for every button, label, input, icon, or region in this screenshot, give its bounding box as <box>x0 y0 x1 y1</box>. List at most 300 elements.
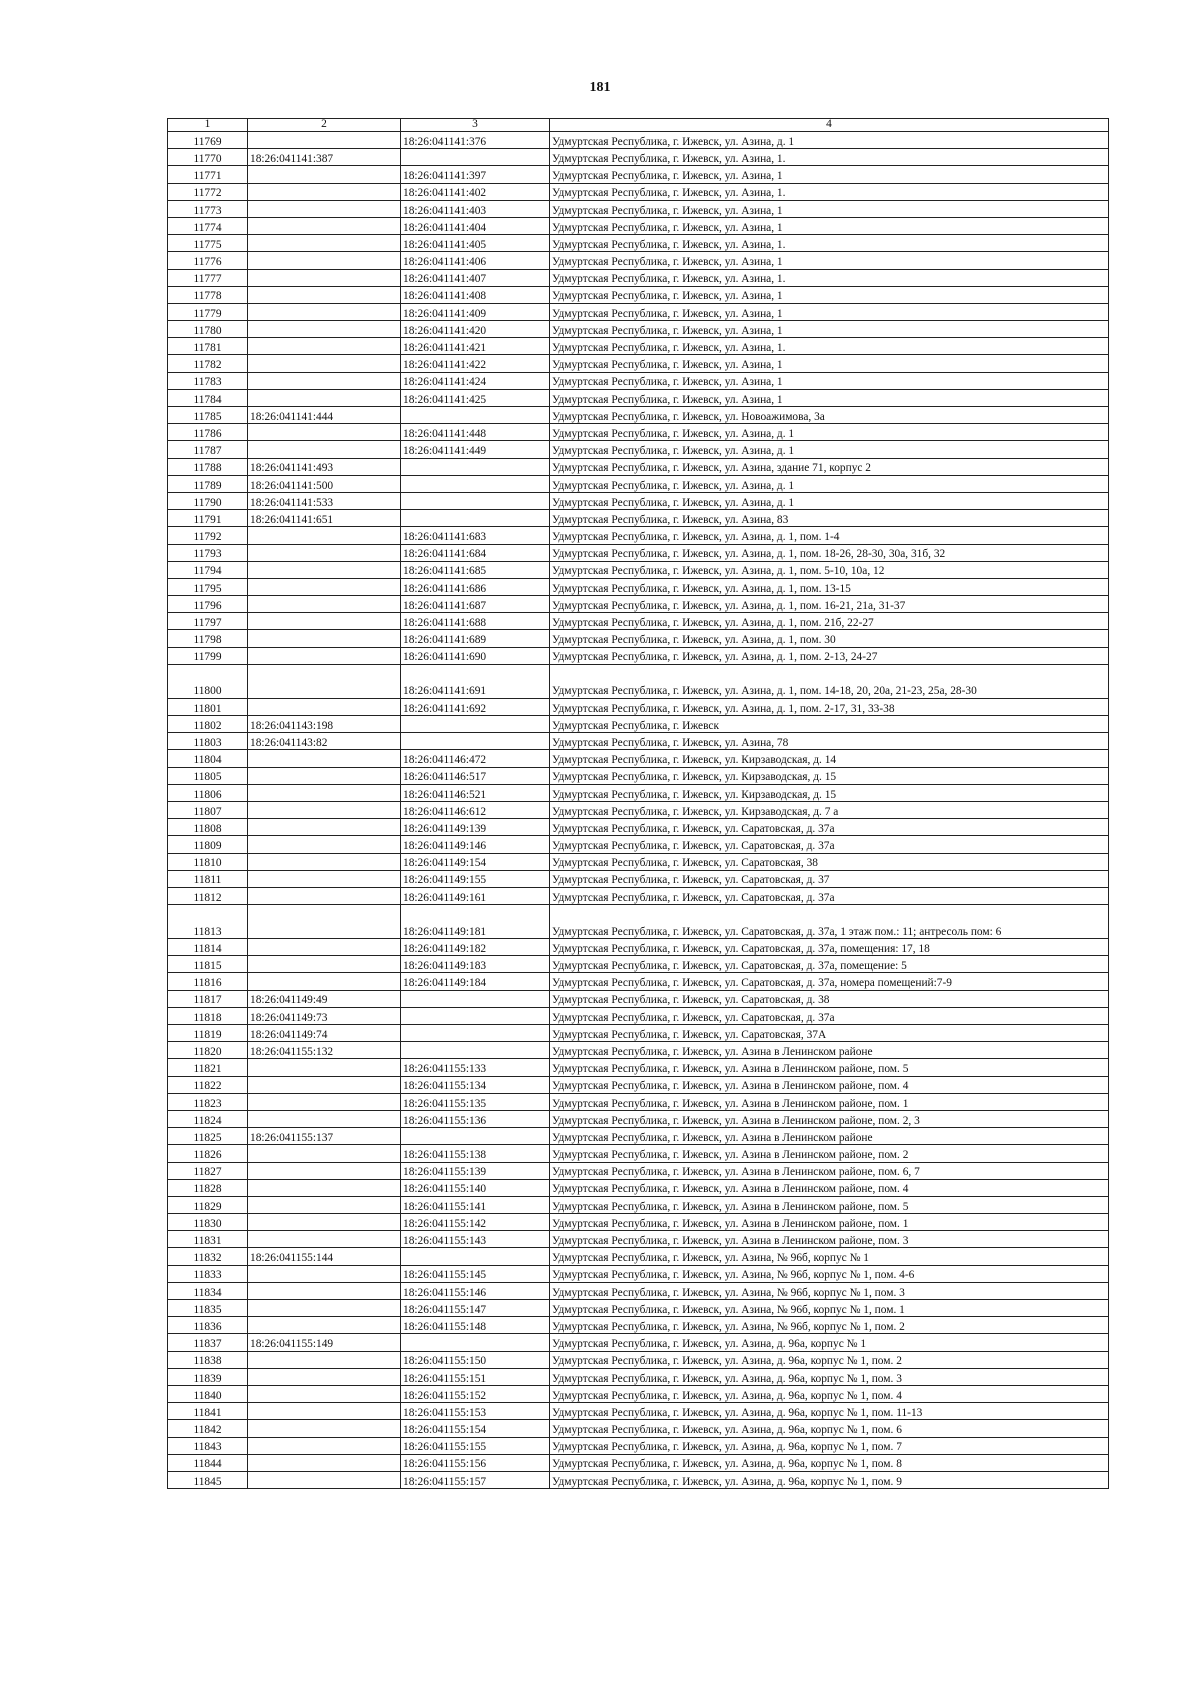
cell-building-number: 18:26:041155:142 <box>401 1214 550 1231</box>
cell-number: 11792 <box>168 527 248 544</box>
table-row <box>168 750 1109 767</box>
table-row <box>168 1317 1109 1334</box>
cell-address: Удмуртская Республика, г. Ижевск, ул. Кирзаводская, д. 15 <box>550 784 1109 801</box>
table-row <box>168 475 1109 492</box>
cell-parcel-number <box>248 544 401 561</box>
table-row <box>168 286 1109 303</box>
cell-building-number: 18:26:041155:133 <box>401 1059 550 1076</box>
cell-address: Удмуртская Республика, г. Ижевск, ул. Азина, д. 1, пом. 13-15 <box>550 578 1109 595</box>
cell-address: Удмуртская Республика, г. Ижевск, ул. Азина, 1. <box>550 235 1109 252</box>
cell-parcel-number <box>248 1214 401 1231</box>
cell-address: Удмуртская Республика, г. Ижевск, ул. Азина в Ленинском районе, пом. 5 <box>550 1059 1109 1076</box>
table-row <box>168 887 1109 904</box>
cell-number: 11830 <box>168 1214 248 1231</box>
cell-building-number: 18:26:041149:155 <box>401 870 550 887</box>
cell-address: Удмуртская Республика, г. Ижевск, ул. Азина, д. 1, пом. 16-21, 21а, 31-37 <box>550 596 1109 613</box>
cell-number: 11780 <box>168 321 248 338</box>
cell-building-number: 18:26:041141:692 <box>401 698 550 715</box>
cell-number: 11782 <box>168 355 248 372</box>
cell-address: Удмуртская Республика, г. Ижевск, ул. Азина в Ленинском районе, пом. 4 <box>550 1179 1109 1196</box>
cell-parcel-number <box>248 784 401 801</box>
cell-number: 11785 <box>168 407 248 424</box>
cell-building-number: 18:26:041141:424 <box>401 372 550 389</box>
cell-address: Удмуртская Республика, г. Ижевск, ул. Азина, д. 1, пом. 2-17, 31, 33-38 <box>550 698 1109 715</box>
cell-parcel-number <box>248 664 401 698</box>
table-row <box>168 321 1109 338</box>
cell-parcel-number <box>248 166 401 183</box>
cell-address: Удмуртская Республика, г. Ижевск, ул. Азина, 78 <box>550 733 1109 750</box>
cell-number: 11777 <box>168 269 248 286</box>
table-row <box>168 355 1109 372</box>
cell-address: Удмуртская Республика, г. Ижевск, ул. Саратовская, д. 37а, номера помещений:7-9 <box>550 973 1109 990</box>
table-row <box>168 1231 1109 1248</box>
cell-number: 11783 <box>168 372 248 389</box>
cell-building-number: 18:26:041149:182 <box>401 939 550 956</box>
table-row <box>168 1145 1109 1162</box>
cell-building-number: 18:26:041141:686 <box>401 578 550 595</box>
cell-parcel-number <box>248 372 401 389</box>
cell-parcel-number <box>248 132 401 149</box>
cell-building-number: 18:26:041141:406 <box>401 252 550 269</box>
cell-number: 11837 <box>168 1334 248 1351</box>
cell-parcel-number <box>248 217 401 234</box>
cell-building-number: 18:26:041141:420 <box>401 321 550 338</box>
cell-number: 11770 <box>168 149 248 166</box>
cell-number: 11809 <box>168 836 248 853</box>
cell-address: Удмуртская Республика, г. Ижевск, ул. Азина в Ленинском районе, пом. 2, 3 <box>550 1110 1109 1127</box>
cell-address: Удмуртская Республика, г. Ижевск, ул. Азина, д. 96а, корпус № 1 <box>550 1334 1109 1351</box>
cell-number: 11772 <box>168 183 248 200</box>
table-row <box>168 407 1109 424</box>
cell-building-number <box>401 733 550 750</box>
cell-address: Удмуртская Республика, г. Ижевск, ул. Кирзаводская, д. 7 а <box>550 801 1109 818</box>
cell-parcel-number: 18:26:041143:198 <box>248 716 401 733</box>
cell-parcel-number <box>248 1076 401 1093</box>
table-body <box>168 132 1109 1489</box>
cell-address: Удмуртская Республика, г. Ижевск, ул. Азина, д. 1, пом. 5-10, 10а, 12 <box>550 561 1109 578</box>
cell-parcel-number <box>248 1385 401 1402</box>
cell-building-number: 18:26:041155:143 <box>401 1231 550 1248</box>
table-row <box>168 1042 1109 1059</box>
cell-address: Удмуртская Республика, г. Ижевск, ул. Саратовская, д. 38 <box>550 990 1109 1007</box>
cell-building-number <box>401 1025 550 1042</box>
table-row <box>168 424 1109 441</box>
cell-address: Удмуртская Республика, г. Ижевск, ул. Азина, 1 <box>550 389 1109 406</box>
table-row <box>168 527 1109 544</box>
table-row <box>168 613 1109 630</box>
cell-number: 11805 <box>168 767 248 784</box>
cell-building-number <box>401 1248 550 1265</box>
cell-address: Удмуртская Республика, г. Ижевск, ул. Азина, № 96б, корпус № 1 <box>550 1248 1109 1265</box>
cell-address: Удмуртская Республика, г. Ижевск, ул. Азина в Ленинском районе <box>550 1042 1109 1059</box>
cell-building-number: 18:26:041155:154 <box>401 1420 550 1437</box>
cell-parcel-number <box>248 441 401 458</box>
cell-parcel-number <box>248 767 401 784</box>
table-row <box>168 1214 1109 1231</box>
cell-address: Удмуртская Республика, г. Ижевск, ул. Азина, 1. <box>550 149 1109 166</box>
cell-address: Удмуртская Республика, г. Ижевск, ул. Азина, № 96б, корпус № 1, пом. 3 <box>550 1282 1109 1299</box>
cell-parcel-number <box>248 183 401 200</box>
cell-address: Удмуртская Республика, г. Ижевск, ул. Саратовская, д. 37а, помещения: 17, 18 <box>550 939 1109 956</box>
cell-number: 11824 <box>168 1110 248 1127</box>
cell-parcel-number <box>248 424 401 441</box>
cell-building-number: 18:26:041141:376 <box>401 132 550 149</box>
cell-parcel-number <box>248 1317 401 1334</box>
cell-parcel-number <box>248 321 401 338</box>
cell-address: Удмуртская Республика, г. Ижевск, ул. Азина, 1 <box>550 286 1109 303</box>
cell-parcel-number <box>248 1403 401 1420</box>
cell-parcel-number <box>248 1110 401 1127</box>
column-header-4: 4 <box>550 119 1109 132</box>
cell-building-number: 18:26:041141:402 <box>401 183 550 200</box>
cell-number: 11787 <box>168 441 248 458</box>
cell-address: Удмуртская Республика, г. Ижевск, ул. Азина, № 96б, корпус № 1, пом. 1 <box>550 1300 1109 1317</box>
cell-address: Удмуртская Республика, г. Ижевск, ул. Азина, д. 96а, корпус № 1, пом. 11-13 <box>550 1403 1109 1420</box>
cell-number: 11804 <box>168 750 248 767</box>
table-row <box>168 561 1109 578</box>
table-row <box>168 1110 1109 1127</box>
cell-address: Удмуртская Республика, г. Ижевск, ул. Азина, д. 1, пом. 21б, 22-27 <box>550 613 1109 630</box>
cell-number: 11799 <box>168 647 248 664</box>
cell-number: 11800 <box>168 664 248 698</box>
cell-address: Удмуртская Республика, г. Ижевск, ул. Азина, 1 <box>550 217 1109 234</box>
cell-address: Удмуртская Республика, г. Ижевск, ул. Азина, 1 <box>550 355 1109 372</box>
cell-building-number: 18:26:041141:408 <box>401 286 550 303</box>
cell-number: 11825 <box>168 1128 248 1145</box>
cell-number: 11779 <box>168 303 248 320</box>
cell-building-number: 18:26:041155:156 <box>401 1454 550 1471</box>
cell-number: 11801 <box>168 698 248 715</box>
cell-number: 11774 <box>168 217 248 234</box>
cell-building-number: 18:26:041155:151 <box>401 1368 550 1385</box>
table-row <box>168 458 1109 475</box>
table-row <box>168 235 1109 252</box>
cell-parcel-number: 18:26:041141:493 <box>248 458 401 475</box>
cell-parcel-number <box>248 939 401 956</box>
cell-parcel-number: 18:26:041149:74 <box>248 1025 401 1042</box>
table-row <box>168 716 1109 733</box>
table-row <box>168 1368 1109 1385</box>
cell-number: 11823 <box>168 1093 248 1110</box>
cell-address: Удмуртская Республика, г. Ижевск, ул. Азина, № 96б, корпус № 1, пом. 4-6 <box>550 1265 1109 1282</box>
cell-building-number <box>401 492 550 509</box>
table-row <box>168 1420 1109 1437</box>
cell-building-number: 18:26:041155:152 <box>401 1385 550 1402</box>
cell-number: 11793 <box>168 544 248 561</box>
cell-building-number: 18:26:041155:139 <box>401 1162 550 1179</box>
cell-building-number: 18:26:041155:140 <box>401 1179 550 1196</box>
table-row <box>168 492 1109 509</box>
cell-number: 11781 <box>168 338 248 355</box>
cell-building-number: 18:26:041141:405 <box>401 235 550 252</box>
cell-address: Удмуртская Республика, г. Ижевск, ул. Азина, д. 1, пом. 18-26, 28-30, 30а, 31б, 32 <box>550 544 1109 561</box>
cell-building-number: 18:26:041155:157 <box>401 1471 550 1488</box>
cell-number: 11834 <box>168 1282 248 1299</box>
cell-building-number: 18:26:041141:397 <box>401 166 550 183</box>
cell-address: Удмуртская Республика, г. Ижевск, ул. Кирзаводская, д. 15 <box>550 767 1109 784</box>
cell-parcel-number <box>248 1282 401 1299</box>
cell-address: Удмуртская Республика, г. Ижевск, ул. Саратовская, д. 37а <box>550 1007 1109 1024</box>
cell-address: Удмуртская Республика, г. Ижевск, ул. Азина, д. 96а, корпус № 1, пом. 3 <box>550 1368 1109 1385</box>
cell-address: Удмуртская Республика, г. Ижевск, ул. Азина, д. 96а, корпус № 1, пом. 2 <box>550 1351 1109 1368</box>
table-row <box>168 166 1109 183</box>
cell-parcel-number: 18:26:041155:144 <box>248 1248 401 1265</box>
cell-address: Удмуртская Республика, г. Ижевск, ул. Азина, 1 <box>550 252 1109 269</box>
cell-parcel-number <box>248 887 401 904</box>
cell-address: Удмуртская Республика, г. Ижевск, ул. Азина в Ленинском районе <box>550 1128 1109 1145</box>
table-row <box>168 647 1109 664</box>
cell-building-number: 18:26:041141:404 <box>401 217 550 234</box>
cell-address: Удмуртская Республика, г. Ижевск, ул. Азина, д. 1 <box>550 441 1109 458</box>
cell-parcel-number <box>248 1231 401 1248</box>
cell-number: 11842 <box>168 1420 248 1437</box>
cell-address: Удмуртская Республика, г. Ижевск, ул. Азина, 1. <box>550 338 1109 355</box>
cell-address: Удмуртская Республика, г. Ижевск, ул. Азина в Ленинском районе, пом. 1 <box>550 1093 1109 1110</box>
cell-address: Удмуртская Республика, г. Ижевск, ул. Азина в Ленинском районе, пом. 6, 7 <box>550 1162 1109 1179</box>
cell-parcel-number: 18:26:041141:533 <box>248 492 401 509</box>
cell-parcel-number <box>248 1265 401 1282</box>
cell-number: 11808 <box>168 819 248 836</box>
cell-parcel-number: 18:26:041141:387 <box>248 149 401 166</box>
cell-building-number <box>401 716 550 733</box>
cell-number: 11827 <box>168 1162 248 1179</box>
cell-parcel-number <box>248 698 401 715</box>
cell-building-number: 18:26:041141:409 <box>401 303 550 320</box>
cell-address: Удмуртская Республика, г. Ижевск, ул. Саратовская, д. 37а <box>550 819 1109 836</box>
table-row <box>168 1334 1109 1351</box>
cell-number: 11817 <box>168 990 248 1007</box>
cell-building-number: 18:26:041146:612 <box>401 801 550 818</box>
cell-parcel-number <box>248 613 401 630</box>
cell-number: 11778 <box>168 286 248 303</box>
cell-parcel-number <box>248 973 401 990</box>
table-row <box>168 939 1109 956</box>
cell-address: Удмуртская Республика, г. Ижевск, ул. Азина в Ленинском районе, пом. 5 <box>550 1196 1109 1213</box>
cell-number: 11844 <box>168 1454 248 1471</box>
cell-number: 11771 <box>168 166 248 183</box>
cell-number: 11807 <box>168 801 248 818</box>
cell-building-number: 18:26:041149:184 <box>401 973 550 990</box>
cell-address: Удмуртская Республика, г. Ижевск, ул. Азина, 1 <box>550 303 1109 320</box>
cell-number: 11836 <box>168 1317 248 1334</box>
cell-parcel-number <box>248 836 401 853</box>
cell-building-number: 18:26:041155:146 <box>401 1282 550 1299</box>
cell-number: 11810 <box>168 853 248 870</box>
table-row <box>168 132 1109 149</box>
cell-building-number: 18:26:041141:403 <box>401 200 550 217</box>
table-row <box>168 990 1109 1007</box>
cell-number: 11813 <box>168 905 248 939</box>
table-row <box>168 956 1109 973</box>
cell-parcel-number: 18:26:041155:149 <box>248 1334 401 1351</box>
cell-address: Удмуртская Республика, г. Ижевск, ул. Азина, д. 96а, корпус № 1, пом. 6 <box>550 1420 1109 1437</box>
cell-address: Удмуртская Республика, г. Ижевск, ул. Азина, д. 1 <box>550 475 1109 492</box>
page-number: 181 <box>589 80 611 95</box>
table-row <box>168 1385 1109 1402</box>
cell-building-number: 18:26:041155:150 <box>401 1351 550 1368</box>
cell-building-number <box>401 1007 550 1024</box>
cell-number: 11820 <box>168 1042 248 1059</box>
table-row <box>168 1248 1109 1265</box>
cell-building-number: 18:26:041155:134 <box>401 1076 550 1093</box>
cell-parcel-number <box>248 1093 401 1110</box>
cell-building-number <box>401 407 550 424</box>
cell-parcel-number <box>248 355 401 372</box>
cell-building-number: 18:26:041141:690 <box>401 647 550 664</box>
cell-number: 11839 <box>168 1368 248 1385</box>
cell-number: 11806 <box>168 784 248 801</box>
cell-number: 11831 <box>168 1231 248 1248</box>
cell-building-number <box>401 510 550 527</box>
cell-parcel-number: 18:26:041141:500 <box>248 475 401 492</box>
cell-building-number: 18:26:041149:139 <box>401 819 550 836</box>
table-row <box>168 372 1109 389</box>
cell-building-number <box>401 1042 550 1059</box>
cell-building-number: 18:26:041155:141 <box>401 1196 550 1213</box>
cell-address: Удмуртская Республика, г. Ижевск, ул. Азина, д. 96а, корпус № 1, пом. 8 <box>550 1454 1109 1471</box>
cell-parcel-number <box>248 1420 401 1437</box>
cell-address: Удмуртская Республика, г. Ижевск, ул. Азина, 1 <box>550 372 1109 389</box>
cell-parcel-number <box>248 1300 401 1317</box>
cell-address: Удмуртская Республика, г. Ижевск, ул. Азина, 1. <box>550 269 1109 286</box>
cell-building-number: 18:26:041149:183 <box>401 956 550 973</box>
cell-building-number <box>401 1334 550 1351</box>
table-row <box>168 149 1109 166</box>
cell-address: Удмуртская Республика, г. Ижевск, ул. Азина, д. 1, пом. 1-4 <box>550 527 1109 544</box>
cell-number: 11835 <box>168 1300 248 1317</box>
table-row <box>168 853 1109 870</box>
cell-address: Удмуртская Республика, г. Ижевск, ул. Азина, 1 <box>550 321 1109 338</box>
cell-parcel-number <box>248 1351 401 1368</box>
cell-parcel-number <box>248 905 401 939</box>
table-row <box>168 784 1109 801</box>
cell-address: Удмуртская Республика, г. Ижевск, ул. Новоажимова, 3а <box>550 407 1109 424</box>
cell-number: 11788 <box>168 458 248 475</box>
cell-building-number: 18:26:041155:145 <box>401 1265 550 1282</box>
cell-parcel-number <box>248 389 401 406</box>
table-row <box>168 1265 1109 1282</box>
table-row <box>168 1059 1109 1076</box>
cell-parcel-number: 18:26:041141:444 <box>248 407 401 424</box>
table-row <box>168 1351 1109 1368</box>
cell-building-number: 18:26:041149:161 <box>401 887 550 904</box>
cell-address: Удмуртская Республика, г. Ижевск, ул. Азина, здание 71, корпус 2 <box>550 458 1109 475</box>
cell-number: 11818 <box>168 1007 248 1024</box>
cell-number: 11775 <box>168 235 248 252</box>
cell-building-number: 18:26:041155:147 <box>401 1300 550 1317</box>
cell-parcel-number <box>248 200 401 217</box>
table-row <box>168 767 1109 784</box>
cell-address: Удмуртская Республика, г. Ижевск, ул. Саратовская, д. 37а, помещение: 5 <box>550 956 1109 973</box>
cell-number: 11828 <box>168 1179 248 1196</box>
table-row <box>168 1196 1109 1213</box>
cell-number: 11845 <box>168 1471 248 1488</box>
table-row <box>168 510 1109 527</box>
cell-number: 11814 <box>168 939 248 956</box>
table-row <box>168 1437 1109 1454</box>
cell-building-number: 18:26:041146:517 <box>401 767 550 784</box>
cell-parcel-number <box>248 1437 401 1454</box>
cell-parcel-number <box>248 956 401 973</box>
table-row <box>168 1007 1109 1024</box>
cell-number: 11833 <box>168 1265 248 1282</box>
cell-parcel-number <box>248 853 401 870</box>
cell-building-number: 18:26:041141:421 <box>401 338 550 355</box>
cell-number: 11776 <box>168 252 248 269</box>
cell-parcel-number <box>248 647 401 664</box>
cell-building-number: 18:26:041141:689 <box>401 630 550 647</box>
cell-building-number <box>401 475 550 492</box>
cell-building-number <box>401 149 550 166</box>
table-row <box>168 698 1109 715</box>
cell-building-number <box>401 990 550 1007</box>
table-row <box>168 217 1109 234</box>
cell-address: Удмуртская Республика, г. Ижевск, ул. Саратовская, д. 37 <box>550 870 1109 887</box>
cell-address: Удмуртская Республика, г. Ижевск, ул. Саратовская, д. 37а <box>550 887 1109 904</box>
cell-building-number: 18:26:041141:448 <box>401 424 550 441</box>
cell-parcel-number <box>248 1179 401 1196</box>
registry-table <box>167 118 1109 1489</box>
cell-building-number: 18:26:041141:687 <box>401 596 550 613</box>
column-header-3: 3 <box>401 119 550 132</box>
cell-number: 11784 <box>168 389 248 406</box>
cell-address: Удмуртская Республика, г. Ижевск, ул. Азина, д. 1, пом. 30 <box>550 630 1109 647</box>
cell-parcel-number <box>248 1145 401 1162</box>
cell-building-number: 18:26:041141:691 <box>401 664 550 698</box>
cell-number: 11798 <box>168 630 248 647</box>
cell-address: Удмуртская Республика, г. Ижевск, ул. Азина, д. 1 <box>550 492 1109 509</box>
table-row <box>168 269 1109 286</box>
table-row <box>168 596 1109 613</box>
cell-number: 11797 <box>168 613 248 630</box>
cell-number: 11790 <box>168 492 248 509</box>
cell-address: Удмуртская Республика, г. Ижевск <box>550 716 1109 733</box>
cell-address: Удмуртская Республика, г. Ижевск, ул. Азина в Ленинском районе, пом. 1 <box>550 1214 1109 1231</box>
cell-number: 11840 <box>168 1385 248 1402</box>
cell-address: Удмуртская Республика, г. Ижевск, ул. Саратовская, 38 <box>550 853 1109 870</box>
cell-building-number: 18:26:041149:146 <box>401 836 550 853</box>
table-row <box>168 630 1109 647</box>
cell-parcel-number: 18:26:041141:651 <box>248 510 401 527</box>
cell-address: Удмуртская Республика, г. Ижевск, ул. Азина, д. 96а, корпус № 1, пом. 7 <box>550 1437 1109 1454</box>
cell-number: 11826 <box>168 1145 248 1162</box>
cell-parcel-number <box>248 1368 401 1385</box>
cell-address: Удмуртская Республика, г. Ижевск, ул. Азина, д. 96а, корпус № 1, пом. 4 <box>550 1385 1109 1402</box>
cell-parcel-number <box>248 338 401 355</box>
cell-parcel-number <box>248 819 401 836</box>
cell-parcel-number <box>248 1162 401 1179</box>
cell-address: Удмуртская Республика, г. Ижевск, ул. Азина, д. 1, пом. 2-13, 24-27 <box>550 647 1109 664</box>
table-row <box>168 303 1109 320</box>
cell-number: 11841 <box>168 1403 248 1420</box>
cell-number: 11821 <box>168 1059 248 1076</box>
table-row <box>168 1025 1109 1042</box>
cell-parcel-number <box>248 1471 401 1488</box>
table-row <box>168 1471 1109 1488</box>
cell-number: 11815 <box>168 956 248 973</box>
cell-parcel-number: 18:26:041149:73 <box>248 1007 401 1024</box>
cell-parcel-number <box>248 1454 401 1471</box>
cell-number: 11838 <box>168 1351 248 1368</box>
cell-building-number <box>401 1128 550 1145</box>
table-row <box>168 1093 1109 1110</box>
table-row <box>168 819 1109 836</box>
cell-building-number: 18:26:041141:683 <box>401 527 550 544</box>
cell-building-number: 18:26:041146:472 <box>401 750 550 767</box>
cell-parcel-number <box>248 1059 401 1076</box>
cell-parcel-number <box>248 750 401 767</box>
table-row <box>168 1162 1109 1179</box>
